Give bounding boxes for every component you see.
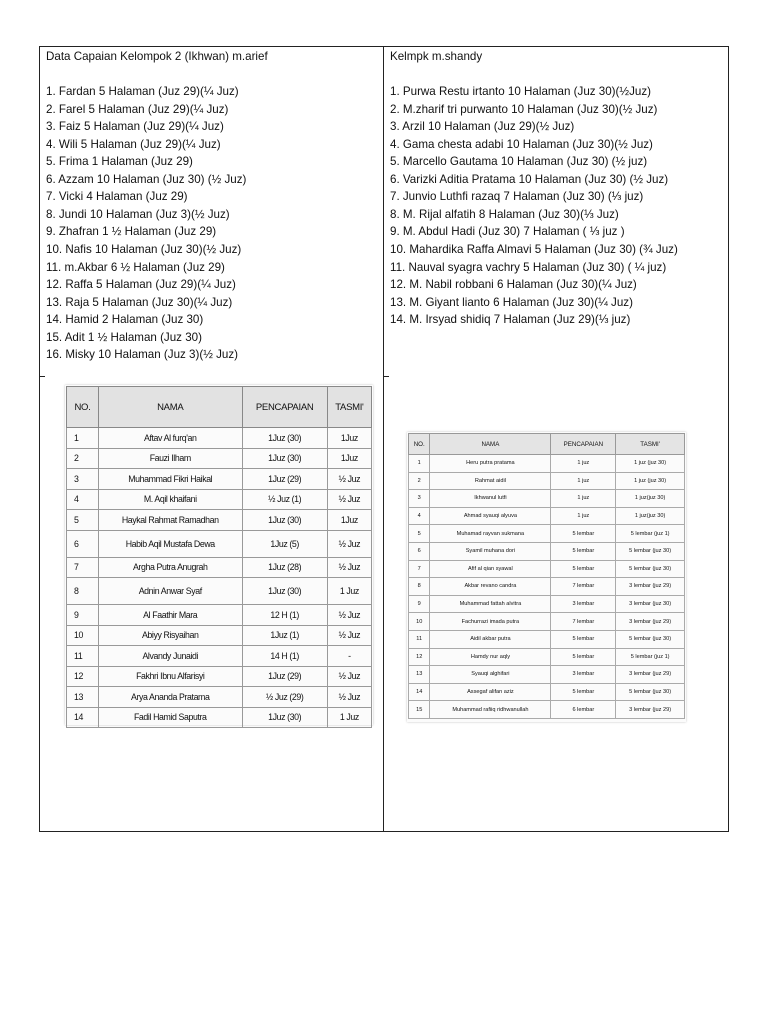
table-row (67, 469, 372, 490)
table-row (409, 683, 685, 701)
table-cell: 3 lembar (551, 666, 616, 684)
table-cell: 1Juz (327, 510, 371, 531)
table-row (409, 507, 685, 525)
table-cell: 3 lembar (juz 30) (616, 595, 685, 613)
table-cell: 7 (67, 557, 99, 578)
table-cell: Syamil muhana dori (430, 542, 551, 560)
list-item: 6. Varizki Aditia Pratama 10 Halaman (Juz 30) (½ Juz) (390, 172, 669, 186)
table-cell: 5 lembar (juz 30) (616, 683, 685, 701)
table-cell: Fadil Hamid Saputra (99, 707, 243, 728)
table-cell: 6 (67, 530, 99, 557)
list-item: 5. Frima 1 Halaman (Juz 29) (46, 155, 193, 169)
table-cell: 14 (67, 707, 99, 728)
table-cell: 7 lembar (551, 613, 616, 631)
table-row (67, 530, 372, 557)
table-cell: Abiyy Risyaihan (99, 625, 243, 646)
table-cell: 1Juz (30) (242, 510, 327, 531)
table-row (409, 542, 685, 560)
table-cell: 14 (409, 683, 430, 701)
table-cell: 5 lembar (551, 525, 616, 543)
list-item: 4. Wili 5 Halaman (Juz 29)(¼ Juz) (46, 137, 221, 151)
table-cell: Akbar revano candra (430, 578, 551, 596)
table-row (409, 490, 685, 508)
table-row (409, 701, 685, 719)
table-cell: 1 Juz (327, 707, 371, 728)
table-cell: Heru putra pratama (430, 455, 551, 473)
table-cell: Fakhri Ibnu Alfarisyi (99, 666, 243, 687)
table-row (409, 578, 685, 596)
list-item: 14. Hamid 2 Halaman (Juz 30) (46, 313, 204, 327)
table-row (409, 648, 685, 666)
list-item: 11. m.Akbar 6 ½ Halaman (Juz 29) (46, 260, 225, 274)
column-header: NAMA (430, 434, 551, 455)
list-item: 13. M. Giyant lianto 6 Halaman (Juz 30)(¼ Juz) (390, 295, 633, 309)
table-cell: Al Faathir Mara (99, 605, 243, 626)
cursor-mark (383, 376, 389, 377)
table-cell: ½ Juz (327, 605, 371, 626)
table-cell: 4 (409, 507, 430, 525)
table-cell: 1Juz (30) (242, 428, 327, 449)
table-cell: 3 lembar (juz 29) (616, 666, 685, 684)
column-header: NAMA (99, 387, 243, 428)
left-table (66, 386, 372, 728)
list-item: 7. Vicki 4 Halaman (Juz 29) (46, 190, 188, 204)
right-list (390, 83, 726, 329)
column-header: TASMI' (616, 434, 685, 455)
table-row (409, 613, 685, 631)
table-cell: 1 (67, 428, 99, 449)
table-row (67, 557, 372, 578)
column-header: TASMI' (327, 387, 371, 428)
table-row (67, 707, 372, 728)
table-cell: 9 (67, 605, 99, 626)
table-cell: Alvandy Junaidi (99, 646, 243, 667)
table-cell: ½ Juz (327, 625, 371, 646)
list-item: 1. Purwa Restu irtanto 10 Halaman (Juz 30)(½Juz) (390, 85, 651, 99)
list-item: 1. Fardan 5 Halaman (Juz 29)(¼ Juz) (46, 85, 239, 99)
list-item: 14. M. Irsyad shidiq 7 Halaman (Juz 29)(⅓ juz) (390, 313, 631, 327)
list-item: 16. Misky 10 Halaman (Juz 3)(½ Juz) (46, 348, 239, 362)
list-item: 11. Nauval syagra vachry 5 Halaman (Juz 30) ( ¼ juz) (390, 260, 667, 274)
table-cell: ½ Juz (327, 489, 371, 510)
table-cell: 6 (409, 542, 430, 560)
table-row (67, 625, 372, 646)
table-cell: 8 (409, 578, 430, 596)
table-row (409, 595, 685, 613)
table-row (67, 646, 372, 667)
table-cell: Muhamad rayvan sukmana (430, 525, 551, 543)
table-cell: 1 (409, 455, 430, 473)
table-cell: 3 lembar (juz 29) (616, 613, 685, 631)
table-cell: 9 (409, 595, 430, 613)
table-cell: Syauqi alghifari (430, 666, 551, 684)
table-cell: 8 (67, 578, 99, 605)
table-cell: ½ Juz (327, 687, 371, 708)
table-row (409, 455, 685, 473)
list-item: 9. M. Abdul Hadi (Juz 30) 7 Halaman ( ⅓ juz ) (390, 225, 625, 239)
left-title: Data Capaian Kelompok 2 (Ikhwan) m.arief (46, 50, 268, 63)
list-item: 12. Raffa 5 Halaman (Juz 29)(¼ Juz) (46, 278, 236, 292)
table-cell: 11 (409, 630, 430, 648)
right-title: Kelmpk m.shandy (390, 50, 483, 63)
table-cell: Muhammad rafiiq ridhwanullah (430, 701, 551, 719)
table-cell: Assegaf alifan aziz (430, 683, 551, 701)
table-cell: 14 H (1) (242, 646, 327, 667)
right-column (390, 48, 726, 329)
right-table (408, 433, 685, 719)
list-item: 10. Nafis 10 Halaman (Juz 30)(½ Juz) (46, 243, 242, 257)
cursor-mark (39, 376, 45, 377)
table-cell: ½ Juz (327, 666, 371, 687)
list-item: 8. Jundi 10 Halaman (Juz 3)(½ Juz) (46, 207, 230, 221)
table-cell: 1Juz (29) (242, 469, 327, 490)
table-cell: 1 juz (551, 472, 616, 490)
table-cell: 5 lembar (551, 630, 616, 648)
column-header: NO. (409, 434, 430, 455)
table-cell: Adnin Anwar Syaf (99, 578, 243, 605)
table-cell: - (327, 646, 371, 667)
table-row (67, 687, 372, 708)
table-cell: 3 (67, 469, 99, 490)
table-row (409, 560, 685, 578)
table-row (409, 525, 685, 543)
table-cell: 6 lembar (551, 701, 616, 719)
table-cell: 7 lembar (551, 578, 616, 596)
table-cell: 1Juz (29) (242, 666, 327, 687)
table-row (67, 666, 372, 687)
table-cell: 5 lembar (551, 683, 616, 701)
list-item: 2. M.zharif tri purwanto 10 Halaman (Juz 30)(½ Juz) (390, 102, 658, 116)
table-cell: Muhammad fattah alvitra (430, 595, 551, 613)
table-cell: 5 lembar (juz 30) (616, 560, 685, 578)
table-row (67, 489, 372, 510)
table-cell: 10 (409, 613, 430, 631)
list-item: 3. Faiz 5 Halaman (Juz 29)(¼ Juz) (46, 120, 224, 134)
table-cell: 1 juz (juz 30) (616, 455, 685, 473)
table-cell: 3 lembar (juz 29) (616, 578, 685, 596)
table-cell: Afif al qian syawal (430, 560, 551, 578)
table-cell: 1Juz (5) (242, 530, 327, 557)
table-cell: ½ Juz (327, 530, 371, 557)
list-item: 4. Gama chesta adabi 10 Halaman (Juz 30)(½ Juz) (390, 137, 653, 151)
table-row (67, 578, 372, 605)
list-item: 2. Farel 5 Halaman (Juz 29)(¼ Juz) (46, 102, 229, 116)
table-cell: 1Juz (28) (242, 557, 327, 578)
table-cell: ½ Juz (29) (242, 687, 327, 708)
table-cell: 12 (409, 648, 430, 666)
table-cell: 12 H (1) (242, 605, 327, 626)
table-cell: 5 lembar (551, 542, 616, 560)
table-cell: 2 (409, 472, 430, 490)
table-cell: 5 (409, 525, 430, 543)
left-list (46, 83, 380, 364)
table-row (409, 630, 685, 648)
table-cell: 1 juz(juz 30) (616, 507, 685, 525)
table-cell: ½ Juz (327, 469, 371, 490)
table-cell: 1 juz (551, 455, 616, 473)
table-cell: Haykal Rahmat Ramadhan (99, 510, 243, 531)
table-cell: 1Juz (30) (242, 448, 327, 469)
table-cell: 12 (67, 666, 99, 687)
table-cell: 13 (67, 687, 99, 708)
table-cell: Habib Aqil Mustafa Dewa (99, 530, 243, 557)
column-header: PENCAPAIAN (242, 387, 327, 428)
list-item: 15. Adit 1 ½ Halaman (Juz 30) (46, 330, 202, 344)
table-cell: 4 (67, 489, 99, 510)
list-item: 9. Zhafran 1 ½ Halaman (Juz 29) (46, 225, 217, 239)
table-cell: 1Juz (30) (242, 578, 327, 605)
table-cell: 1 juz (551, 507, 616, 525)
table-cell: 1Juz (327, 448, 371, 469)
table-cell: 5 lembar (551, 648, 616, 666)
table-cell: 15 (409, 701, 430, 719)
table-cell: Arya Ananda Pratama (99, 687, 243, 708)
table-cell: 1 juz(juz 30) (616, 490, 685, 508)
list-item: 13. Raja 5 Halaman (Juz 30)(¼ Juz) (46, 295, 233, 309)
table-cell: 1Juz (327, 428, 371, 449)
table-row (409, 472, 685, 490)
table-row (67, 428, 372, 449)
right-table-image (407, 432, 686, 722)
table-cell: 13 (409, 666, 430, 684)
table-cell: Argha Putra Anugrah (99, 557, 243, 578)
table-cell: 1 Juz (327, 578, 371, 605)
list-item: 12. M. Nabil robbani 6 Halaman (Juz 30)(¼ Juz) (390, 278, 637, 292)
table-cell: Fauzi Ilham (99, 448, 243, 469)
left-column (46, 48, 380, 364)
table-cell: 1 juz (551, 490, 616, 508)
list-item: 5. Marcello Gautama 10 Halaman (Juz 30) (½ juz) (390, 155, 648, 169)
table-cell: Ahmad syauqi alyuva (430, 507, 551, 525)
table-cell: 5 lembar (juz 30) (616, 542, 685, 560)
spacer (390, 66, 726, 84)
left-table-image (65, 385, 373, 725)
table-cell: 10 (67, 625, 99, 646)
table-cell: M. Aqil khaifani (99, 489, 243, 510)
list-item: 8. M. Rijal alfatih 8 Halaman (Juz 30)(⅓ Juz) (390, 207, 619, 221)
table-row (67, 448, 372, 469)
spacer (46, 66, 380, 84)
table-cell: 2 (67, 448, 99, 469)
table-cell: 5 lembar (551, 560, 616, 578)
table-cell: 5 lembar (juz 30) (616, 630, 685, 648)
table-row (67, 510, 372, 531)
list-item: 3. Arzil 10 Halaman (Juz 29)(½ Juz) (390, 120, 575, 134)
table-cell: Ikhwanul lutfi (430, 490, 551, 508)
column-divider (383, 46, 384, 832)
table-cell: Fachurrazi imada putra (430, 613, 551, 631)
table-cell: 1Juz (30) (242, 707, 327, 728)
table-cell: Hamdy nur aqly (430, 648, 551, 666)
table-cell: Muhammad Fikri Haikal (99, 469, 243, 490)
table-cell: Aidil akbar putra (430, 630, 551, 648)
column-header: PENCAPAIAN (551, 434, 616, 455)
table-row (409, 666, 685, 684)
table-cell: 3 lembar (juz 29) (616, 701, 685, 719)
table-cell: 7 (409, 560, 430, 578)
list-item: 7. Junvio Luthfi razaq 7 Halaman (Juz 30) (⅓ juz) (390, 190, 644, 204)
list-item: 10. Mahardika Raffa Almavi 5 Halaman (Juz 30) (¾ Juz) (390, 243, 678, 257)
table-cell: Rahmat aidil (430, 472, 551, 490)
table-cell: 1 juz (juz 30) (616, 472, 685, 490)
table-cell: 5 (67, 510, 99, 531)
table-cell: 5 lembar (juz 1) (616, 525, 685, 543)
table-cell: 3 lembar (551, 595, 616, 613)
column-header: NO. (67, 387, 99, 428)
table-cell: 3 (409, 490, 430, 508)
table-cell: 5 lembar (juz 1) (616, 648, 685, 666)
table-cell: Aftav Al furq'an (99, 428, 243, 449)
list-item: 6. Azzam 10 Halaman (Juz 30) (½ Juz) (46, 172, 247, 186)
table-cell: 11 (67, 646, 99, 667)
table-cell: ½ Juz (1) (242, 489, 327, 510)
table-cell: 1Juz (1) (242, 625, 327, 646)
table-cell: ½ Juz (327, 557, 371, 578)
table-row (67, 605, 372, 626)
